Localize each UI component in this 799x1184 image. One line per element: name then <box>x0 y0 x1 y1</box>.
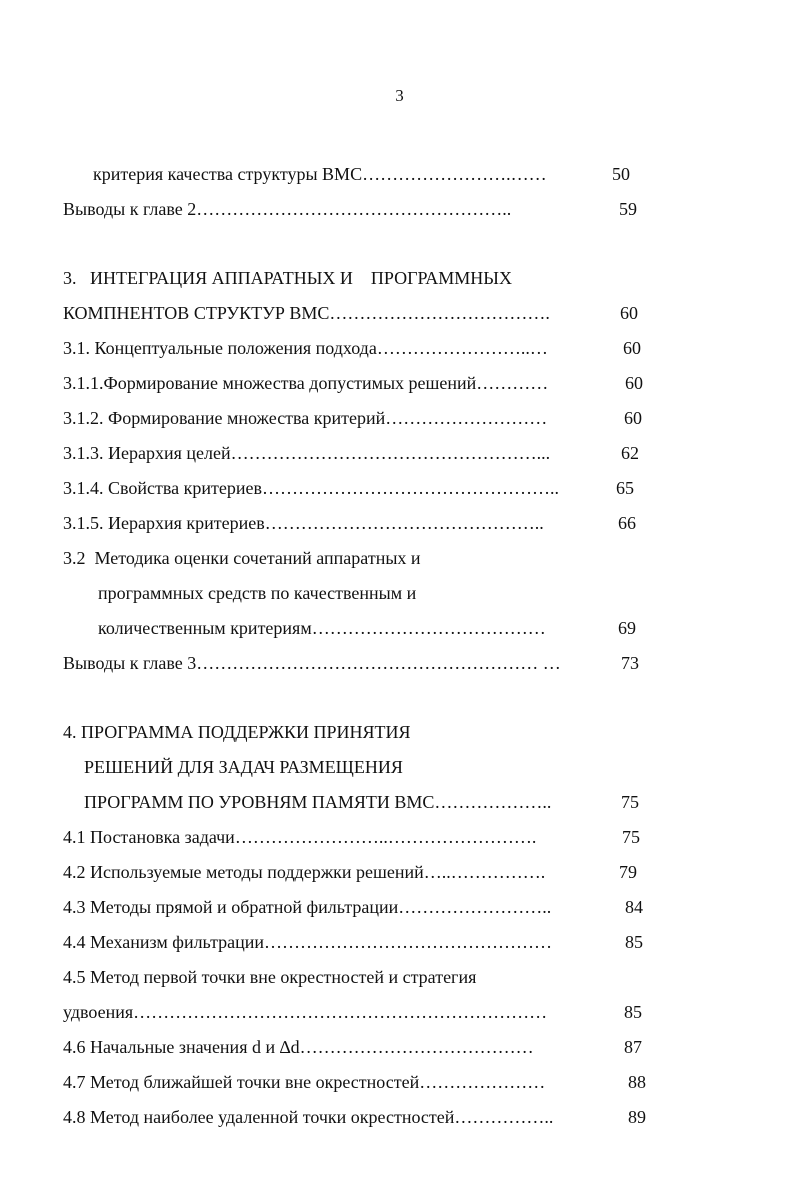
toc-entry-page: 59 <box>619 199 637 219</box>
toc-entry-text: 4.6 Начальные значения d и ∆d………………………………… <box>63 1037 534 1057</box>
toc-entry-text: программных средств по качественным и <box>98 583 417 603</box>
toc-entry-page: 79 <box>619 862 637 882</box>
toc-entry-page: 75 <box>621 792 639 812</box>
toc-entry-text: количественным критериям………………………………… <box>98 618 546 638</box>
page-number: 3 <box>395 86 404 105</box>
toc-entry-text: 3.1.2. Формирование множества критерий……………………… <box>63 408 548 428</box>
toc-entry-text: 4.1 Постановка задачи……………………..……………………. <box>63 827 537 847</box>
toc-entry-page: 87 <box>624 1037 642 1057</box>
toc-entry-text: 4.5 Метод первой точки вне окрестностей и стратегия <box>63 967 477 987</box>
toc-entry-text: 4.7 Метод ближайшей точки вне окрестностей………………… <box>63 1072 546 1092</box>
toc-entry-text: 3.2 Методика оценки сочетаний аппаратных и <box>63 548 421 568</box>
toc-entry-page: 66 <box>618 513 636 533</box>
toc-entry-text: Выводы к главе 2…………………………………………….. <box>63 199 512 219</box>
toc-entry-text: 4.3 Методы прямой и обратной фильтрации…………………….. <box>63 897 552 917</box>
toc-entry-text: 4. ПРОГРАММА ПОДДЕРЖКИ ПРИНЯТИЯ <box>63 722 411 742</box>
toc-entry-text: 3.1.5. Иерархия критериев……………………………………….. <box>63 513 544 533</box>
toc-entry-text: 3.1. Концептуальные положения подхода……………………..… <box>63 338 548 358</box>
toc-entry-page: 85 <box>625 932 643 952</box>
toc-entry-page: 60 <box>624 408 642 428</box>
toc-entry-page: 60 <box>623 338 641 358</box>
toc-entry-page: 69 <box>618 618 636 638</box>
toc-entry-text: 4.8 Метод наиболее удаленной точки окрестностей…………….. <box>63 1107 554 1127</box>
toc-entry-text: критерия качества структуры ВМС…………………….…… <box>93 164 547 184</box>
toc-entry-page: 50 <box>612 164 630 184</box>
toc-entry-page: 89 <box>628 1107 646 1127</box>
toc-entry-text: 3.1.1.Формирование множества допустимых решений………… <box>63 373 549 393</box>
toc-entry-text: 4.2 Используемые методы поддержки решений…..……………. <box>63 862 546 882</box>
toc-entry-page: 84 <box>625 897 643 917</box>
toc-entry-text: ПРОГРАММ ПО УРОВНЯМ ПАМЯТИ ВМС……………….. <box>84 792 552 812</box>
toc-entry-page: 85 <box>624 1002 642 1022</box>
toc-entry-text: удвоения…………………………………………………………… <box>63 1002 548 1022</box>
toc-entry-page: 65 <box>616 478 634 498</box>
toc-entry-page: 62 <box>621 443 639 463</box>
toc-entry-text: 4.4 Механизм фильтрации………………………………………… <box>63 932 553 952</box>
toc-entry-page: 88 <box>628 1072 646 1092</box>
toc-entry-text: РЕШЕНИЙ ДЛЯ ЗАДАЧ РАЗМЕЩЕНИЯ <box>84 757 403 777</box>
toc-entry-text: 3. ИНТЕГРАЦИЯ АППАРАТНЫХ И ПРОГРАММНЫХ <box>63 268 512 288</box>
toc-entry-page: 60 <box>625 373 643 393</box>
toc-entry-text: КОМПНЕНТОВ СТРУКТУР ВМС………………………………. <box>63 303 550 323</box>
toc-entry-text: Выводы к главе 3………………………………………………… … <box>63 653 561 673</box>
toc-entry-page: 60 <box>620 303 638 323</box>
toc-entry-page: 73 <box>621 653 639 673</box>
toc-entry-text: 3.1.4. Свойства критериев………………………………………….. <box>63 478 559 498</box>
toc-entry-page: 75 <box>622 827 640 847</box>
toc-entry-text: 3.1.3. Иерархия целей……………………………………………... <box>63 443 551 463</box>
